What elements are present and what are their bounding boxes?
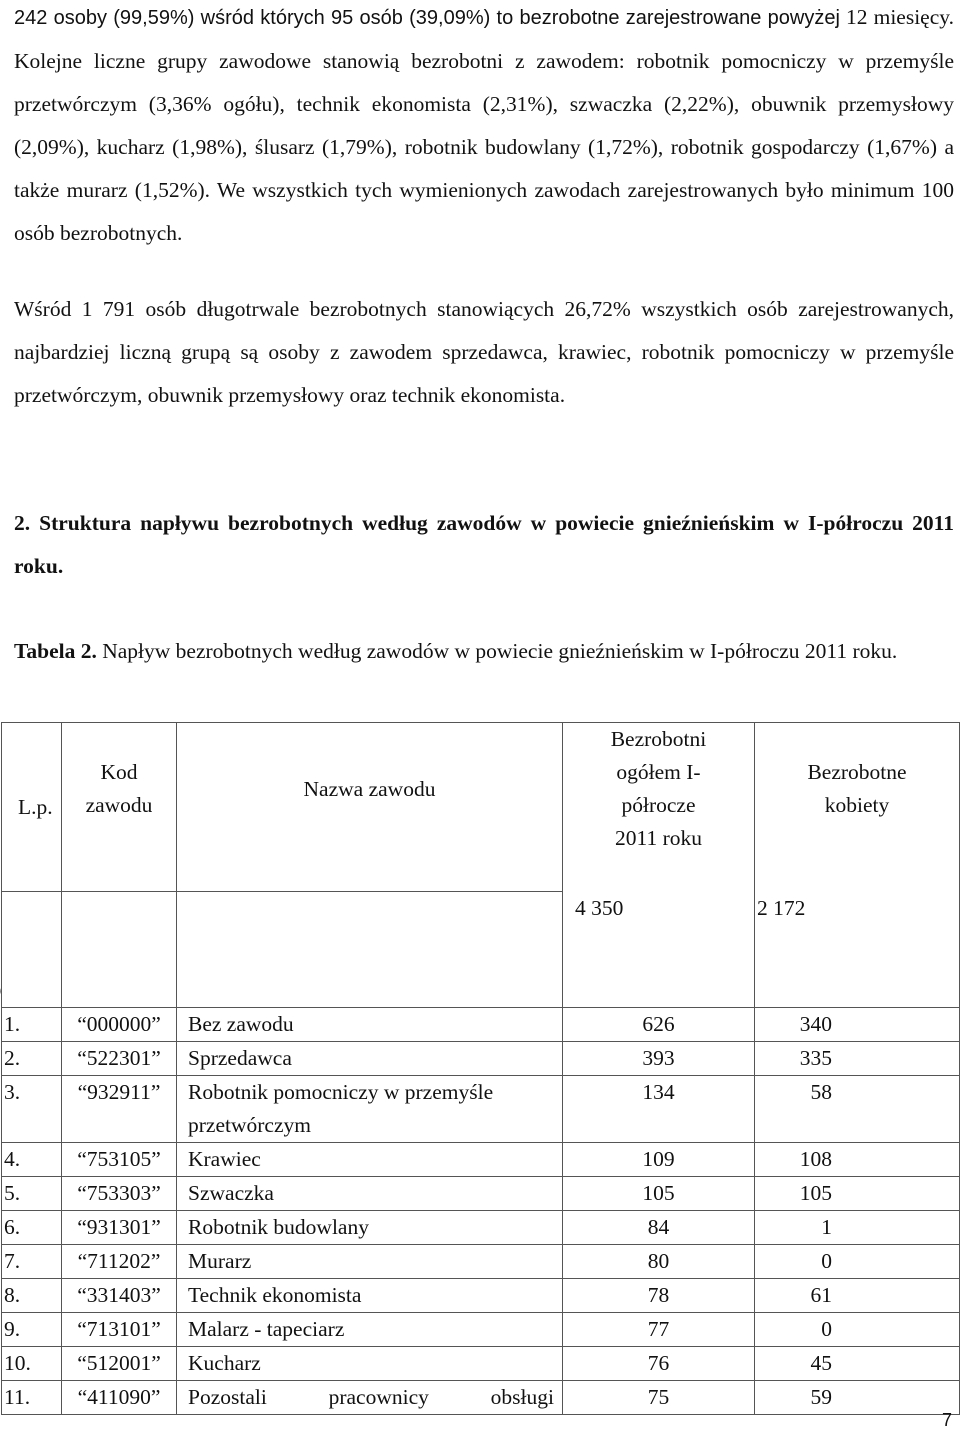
total-label-cell — [2, 892, 62, 1008]
row-lp: 8. — [2, 1279, 62, 1313]
section-heading: 2. Struktura napływu bezrobotnych według zawodów w powiecie gnieźnieńskim w I-półroczu 2011 roku. — [14, 511, 954, 578]
row-nazwa: Kucharz — [177, 1347, 563, 1381]
table-row — [2, 1177, 960, 1211]
total-kobiety: 2 172 — [755, 892, 960, 1008]
total-bezrobotni: 4 350 — [563, 892, 755, 1008]
row-nazwa: Krawiec — [177, 1143, 563, 1177]
row-kobiety: 61 — [755, 1279, 960, 1313]
row-kobiety: 0 — [755, 1245, 960, 1279]
table-row — [2, 1211, 960, 1245]
row-lp: 6. — [2, 1211, 62, 1245]
total-empty-nazwa — [177, 892, 563, 1008]
row-bezrobotni: 80 — [563, 1245, 755, 1279]
row-kobiety: 59 — [755, 1381, 960, 1415]
row-kobiety: 340 — [755, 1008, 960, 1042]
header-bezrobotni: Bezrobotni ogółem I-półrocze 2011 roku — [563, 723, 755, 892]
row-bezrobotni: 109 — [563, 1143, 755, 1177]
row-kobiety: 58 — [755, 1076, 960, 1143]
paragraph-1-text: 12 miesięcy. Kolejne liczne grupy zawodowe stanowią bezrobotni z zawodem: robotnik pomocniczy w przemyśle przetwórczym (3,36% ogółu), technik ekonomista (2,31%), szwaczka (2,22%), obuwnik przemysłowy (2,09%), kucharz (1,98%), ślusarz (1,79%), robotnik budowlany (1,72%), robotnik gospodarczy (1,67%) a także murarz (1,52%). We wszystkich tych wymienionych zawodach zarejestrowanych było minimum 100 osób bezrobotnych. — [14, 5, 955, 245]
row-bezrobotni: 105 — [563, 1177, 755, 1211]
row-kobiety: 108 — [755, 1143, 960, 1177]
row-kod: “931301” — [62, 1211, 177, 1245]
row-kod: “411090” — [62, 1381, 177, 1415]
row-kobiety: 105 — [755, 1177, 960, 1211]
total-empty-kod — [62, 892, 177, 1008]
row-bezrobotni: 626 — [563, 1008, 755, 1042]
row-lp: 2. — [2, 1042, 62, 1076]
row-kod: “713101” — [62, 1313, 177, 1347]
table-caption-label: Tabela 2. — [14, 639, 97, 663]
row-kobiety: 0 — [755, 1313, 960, 1347]
paragraph-1 — [14, 0, 954, 255]
row-nazwa: Pozostali pracownicy obsługi — [177, 1381, 563, 1415]
header-lp: L.p. — [2, 723, 62, 892]
row-kod: “753105” — [62, 1143, 177, 1177]
row-bezrobotni: 77 — [563, 1313, 755, 1347]
table-row — [2, 1245, 960, 1279]
header-kod: Kod zawodu — [62, 723, 177, 892]
total-row — [2, 892, 960, 1008]
row-kobiety: 1 — [755, 1211, 960, 1245]
row-nazwa: Malarz - tapeciarz — [177, 1313, 563, 1347]
table-row — [2, 1042, 960, 1076]
row-nazwa: Szwaczka — [177, 1177, 563, 1211]
row-lp: 7. — [2, 1245, 62, 1279]
row-bezrobotni: 75 — [563, 1381, 755, 1415]
table-row — [2, 1347, 960, 1381]
paragraph-2: Wśród 1 791 osób długotrwale bezrobotnych stanowiących 26,72% wszystkich osób zarejestrowanych, najbardziej liczną grupą są osoby z zawodem sprzedawca, krawiec, robotnik pomocniczy w przemyśle przetwórczym, obuwnik przemysłowy oraz technik ekonomista. — [14, 297, 954, 407]
row-nazwa: Bez zawodu — [177, 1008, 563, 1042]
row-bezrobotni: 78 — [563, 1279, 755, 1313]
row-bezrobotni: 134 — [563, 1076, 755, 1143]
row-nazwa: Murarz — [177, 1245, 563, 1279]
row-kod: “753303” — [62, 1177, 177, 1211]
row-nazwa: Robotnik budowlany — [177, 1211, 563, 1245]
table-header-row — [2, 723, 960, 892]
header-kobiety: Bezrobotne kobiety — [755, 723, 960, 892]
row-bezrobotni: 76 — [563, 1347, 755, 1381]
row-kod: “000000” — [62, 1008, 177, 1042]
row-lp: 11. — [2, 1381, 62, 1415]
table-row — [2, 1076, 960, 1143]
page-number: 7 — [941, 1410, 952, 1430]
row-nazwa: Sprzedawca — [177, 1042, 563, 1076]
row-kod: “522301” — [62, 1042, 177, 1076]
table-row — [2, 1279, 960, 1313]
occupations-table — [1, 722, 960, 1415]
row-lp: 3. — [2, 1076, 62, 1143]
table-row — [2, 1313, 960, 1347]
row-kod: “512001” — [62, 1347, 177, 1381]
header-nazwa: Nazwa zawodu — [177, 723, 563, 892]
row-bezrobotni: 393 — [563, 1042, 755, 1076]
table-caption-text: Napływ bezrobotnych według zawodów w powiecie gnieźnieńskim w I-półroczu 2011 roku. — [96, 639, 898, 663]
row-kod: “331403” — [62, 1279, 177, 1313]
paragraph-1-first-line: 242 osoby (99,59%) wśród których 95 osób (39,09%) to bezrobotne zarejestrowane powyżej — [14, 7, 840, 29]
row-nazwa: Robotnik pomocniczy w przemyśle przetwórczym — [177, 1076, 563, 1143]
row-kobiety: 335 — [755, 1042, 960, 1076]
table-caption — [14, 630, 954, 673]
table-row — [2, 1143, 960, 1177]
row-bezrobotni: 84 — [563, 1211, 755, 1245]
row-kobiety: 45 — [755, 1347, 960, 1381]
table-row — [2, 1381, 960, 1415]
row-lp: 4. — [2, 1143, 62, 1177]
row-lp: 9. — [2, 1313, 62, 1347]
row-lp: 10. — [2, 1347, 62, 1381]
row-nazwa: Technik ekonomista — [177, 1279, 563, 1313]
row-kod: “711202” — [62, 1245, 177, 1279]
row-lp: 5. — [2, 1177, 62, 1211]
row-kod: “932911” — [62, 1076, 177, 1143]
row-lp: 1. — [2, 1008, 62, 1042]
table-row — [2, 1008, 960, 1042]
total-label — [0, 943, 6, 1008]
